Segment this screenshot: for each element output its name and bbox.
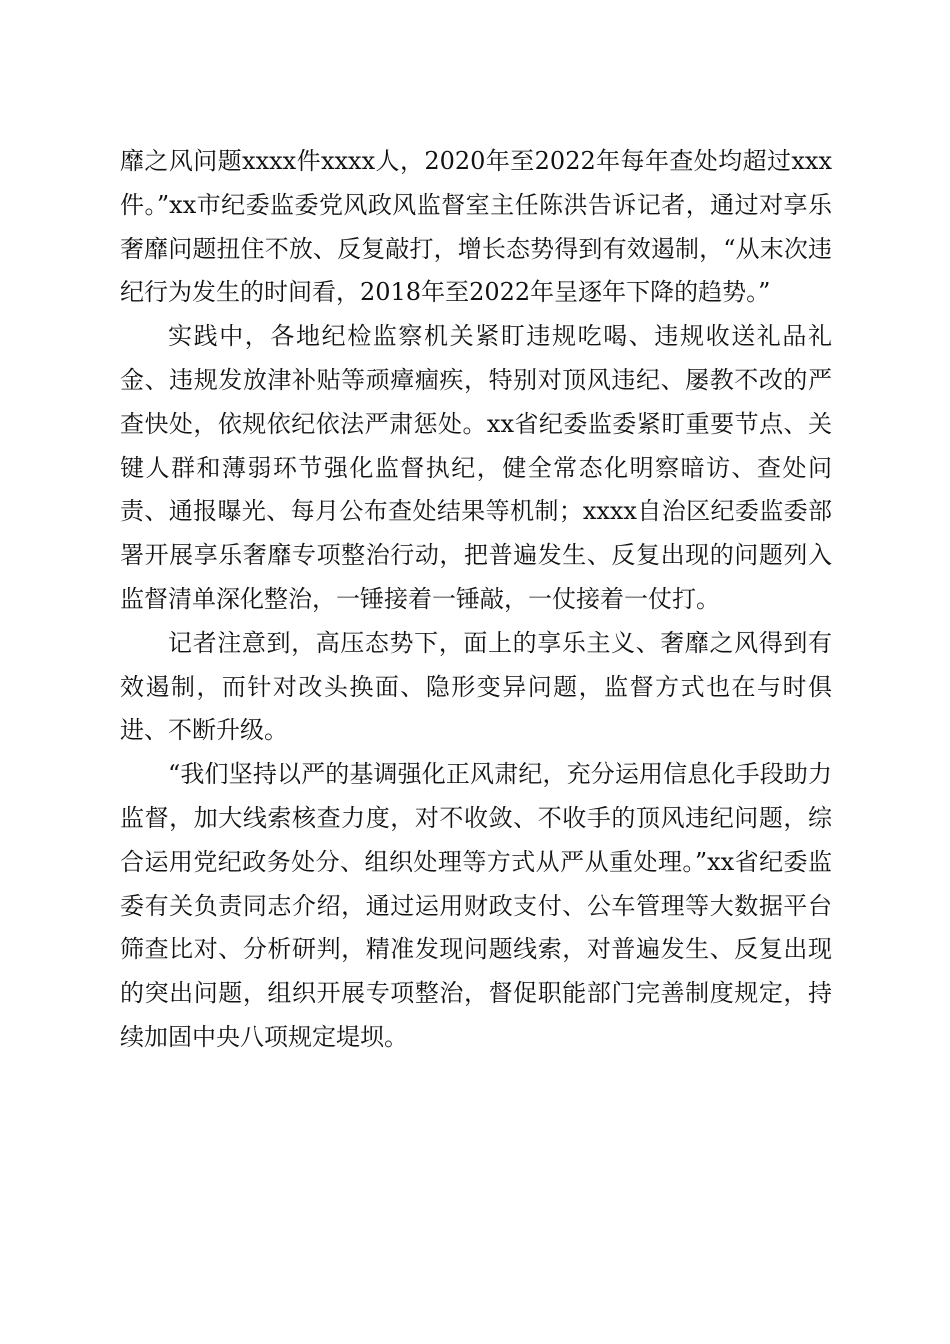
paragraph-reporter-notice: 记者注意到，高压态势下，面上的享乐主义、奢靡之风得到有效遏制，而针对改头换面、隐形变异问题，监督方式也在与时俱进、不断升级。	[120, 628, 832, 745]
paragraph-continuation: 靡之风问题xxxx件xxxx人，2020年至2022年每年查处均超过xxx件。”xx市纪委监委党风政风监督室主任陈洪告诉记者，通过对享乐奢靡问题扭住不放、反复敲打，增长态势得到有效遏制，“从末次违纪行为发生的时间看，2018年至2022年呈逐年下降的趋势。”	[120, 147, 832, 307]
paragraph-practice: 实践中，各地纪检监察机关紧盯违规吃喝、违规收送礼品礼金、违规发放津补贴等顽瘴痼疾，特别对顶风违纪、屡教不改的严查快处，依规依纪依法严肃惩处。xx省纪委监委紧盯重要节点、关键人群和薄弱环节强化监督执纪，健全常态化明察暗访、查处问责、通报曝光、每月公布查处结果等机制；xxxx自治区纪委监委部署开展享乐奢靡专项整治行动，把普遍发生、反复出现的问题列入监督清单深化整治，一锤接着一锤敲，一仗接着一仗打。	[120, 322, 832, 613]
document-body	[120, 140, 832, 1060]
paragraph-official-quote: “我们坚持以严的基调强化正风肃纪，充分运用信息化手段助力监督，加大线索核查力度，对不收敛、不收手的顶风违纪问题，综合运用党纪政务处分、组织处理等方式从严从重处理。”xx省纪委监委有关负责同志介绍，通过运用财政支付、公车管理等大数据平台筛查比对、分析研判，精准发现问题线索，对普遍发生、反复出现的突出问题，组织开展专项整治，督促职能部门完善制度规定，持续加固中央八项规定堤坝。	[120, 760, 832, 1051]
